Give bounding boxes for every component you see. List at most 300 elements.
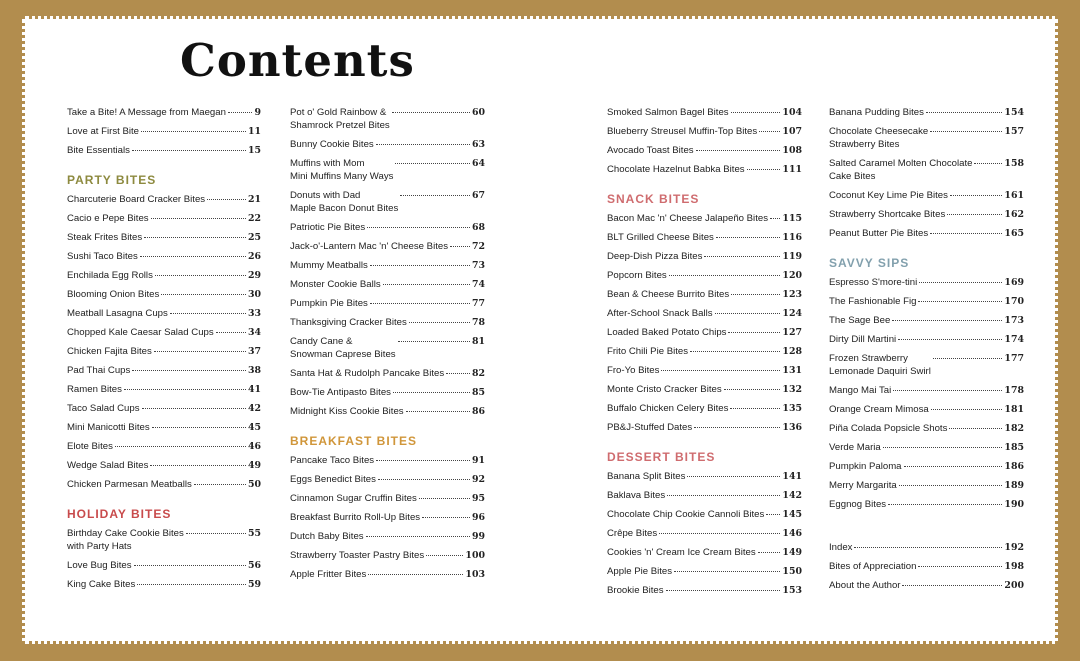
dot-leader — [766, 514, 780, 515]
entry-title: Bites of Appreciation — [829, 561, 917, 572]
toc-entry[interactable] — [290, 138, 485, 151]
page-number: 182 — [1004, 423, 1024, 434]
page-number: 68 — [471, 222, 485, 233]
page-number: 11 — [247, 126, 261, 137]
toc-entry[interactable] — [67, 402, 261, 415]
dot-leader — [694, 427, 780, 428]
dot-leader — [393, 392, 470, 393]
entry-title: Deep-Dish Pizza Bites — [607, 251, 703, 262]
toc-entry[interactable] — [67, 269, 261, 282]
dot-leader — [731, 112, 781, 113]
page-number: 33 — [247, 308, 261, 319]
toc-entry[interactable] — [829, 106, 1024, 119]
dot-leader — [893, 390, 1002, 391]
entry-title: Buffalo Chicken Celery Bites — [607, 403, 729, 414]
entry-title: Smoked Salmon Bagel Bites — [607, 107, 729, 118]
toc-column-2 — [290, 106, 485, 581]
page-number: 153 — [782, 585, 802, 596]
entry-title: Love Bug Bites — [67, 560, 132, 571]
page-number: 108 — [782, 145, 802, 156]
page-number: 145 — [782, 509, 802, 520]
toc-entry[interactable] — [829, 208, 1024, 221]
page-number: 15 — [247, 145, 261, 156]
toc-column-1 — [67, 106, 261, 591]
dot-leader — [724, 389, 781, 390]
page-number: 136 — [782, 422, 802, 433]
page-number: 67 — [471, 190, 485, 201]
entry-title: BLT Grilled Cheese Bites — [607, 232, 714, 243]
entry-title: Love at First Bite — [67, 126, 139, 137]
toc-entry[interactable] — [607, 326, 802, 339]
page-number: 81 — [471, 336, 485, 347]
entry-title: Steak Frites Bites — [67, 232, 143, 243]
toc-entry[interactable] — [607, 527, 802, 540]
dot-leader — [409, 322, 470, 323]
entry-title: Monte Cristo Cracker Bites — [607, 384, 722, 395]
dot-leader — [974, 163, 1002, 164]
dot-leader — [933, 358, 1003, 359]
entry-title: Frito Chili Pie Bites — [607, 346, 689, 357]
toc-entry[interactable] — [829, 541, 1024, 554]
page-number: 30 — [247, 289, 261, 300]
page-number: 157 — [1004, 126, 1024, 137]
page-number: 74 — [471, 279, 485, 290]
dot-leader — [161, 294, 246, 295]
toc-entry[interactable] — [607, 269, 802, 282]
page-number: 119 — [782, 251, 802, 262]
section-heading: PARTY BITES — [67, 173, 157, 187]
toc-entry[interactable] — [829, 384, 1024, 397]
toc-entry[interactable] — [829, 189, 1024, 202]
dot-leader — [228, 112, 253, 113]
toc-entry[interactable] — [607, 125, 802, 138]
entry-title: Strawberry Shortcake Bites — [829, 209, 946, 220]
entry-title: Baklava Bites — [607, 490, 666, 501]
toc-entry[interactable] — [829, 157, 1024, 183]
dot-leader — [904, 466, 1003, 467]
entry-title: Bite Essentials — [67, 145, 130, 156]
toc-entry[interactable] — [290, 405, 485, 418]
toc-entry[interactable] — [290, 335, 485, 361]
toc-entry[interactable] — [290, 157, 485, 183]
dot-leader — [747, 169, 781, 170]
toc-entry[interactable] — [607, 231, 802, 244]
entry-title: Chocolate Hazelnut Babka Bites — [607, 164, 745, 175]
entry-title: PB&J-Stuffed Dates — [607, 422, 693, 433]
dot-leader — [450, 246, 470, 247]
page-number: 49 — [247, 460, 261, 471]
toc-column-3 — [607, 106, 802, 597]
dot-leader — [931, 409, 1003, 410]
entry-title: Dutch Baby Bites — [290, 531, 364, 542]
toc-entry[interactable] — [67, 440, 261, 453]
toc-entry[interactable] — [607, 364, 802, 377]
page-number: 132 — [782, 384, 802, 395]
page-number: 55 — [247, 528, 261, 539]
toc-column-4 — [829, 106, 1024, 592]
entry-title: Mini Manicotti Bites — [67, 422, 150, 433]
toc-entry[interactable] — [67, 527, 261, 553]
page-number: 22 — [247, 213, 261, 224]
toc-entry[interactable] — [607, 250, 802, 263]
page-number: 120 — [782, 270, 802, 281]
toc-entry[interactable] — [290, 530, 485, 543]
page-number: 64 — [471, 158, 485, 169]
toc-entry[interactable] — [290, 386, 485, 399]
toc-entry[interactable] — [607, 288, 802, 301]
page-number: 37 — [247, 346, 261, 357]
section-heading: SNACK BITES — [607, 192, 700, 206]
toc-entry[interactable] — [829, 227, 1024, 240]
entry-title: Midnight Kiss Cookie Bites — [290, 406, 404, 417]
toc-entry[interactable] — [67, 231, 261, 244]
dot-leader — [728, 332, 780, 333]
toc-entry[interactable] — [67, 307, 261, 320]
entry-title: Breakfast Burrito Roll-Up Bites — [290, 512, 421, 523]
page-number: 123 — [782, 289, 802, 300]
entry-title: Candy Cane & Snowman Caprese Bites — [290, 336, 396, 360]
toc-entry[interactable] — [607, 212, 802, 225]
toc-entry[interactable] — [829, 579, 1024, 592]
dot-leader — [376, 144, 470, 145]
page-number: 41 — [247, 384, 261, 395]
dot-leader — [899, 485, 1003, 486]
toc-entry[interactable] — [829, 441, 1024, 454]
page-number: 99 — [471, 531, 485, 542]
dot-leader — [687, 476, 780, 477]
page-number: 82 — [471, 368, 485, 379]
page-number: 185 — [1004, 442, 1024, 453]
dot-leader — [758, 552, 781, 553]
dot-leader — [690, 351, 780, 352]
dot-leader — [194, 484, 246, 485]
dot-leader — [216, 332, 246, 333]
entry-title: Meatball Lasagna Cups — [67, 308, 168, 319]
dot-leader — [186, 533, 246, 534]
contents-page — [22, 16, 1058, 644]
entry-title: Peanut Butter Pie Bites — [829, 228, 929, 239]
entry-title: Piña Colada Popsicle Shots — [829, 423, 948, 434]
entry-title: Crêpe Bites — [607, 528, 658, 539]
entry-title: Apple Pie Bites — [607, 566, 673, 577]
dot-leader — [207, 199, 246, 200]
dot-leader — [141, 131, 246, 132]
dot-leader — [659, 533, 780, 534]
entry-title: Blueberry Streusel Muffin-Top Bites — [607, 126, 758, 137]
entry-title: Muffins with Mom Mini Muffins Many Ways — [290, 158, 394, 182]
dot-leader — [406, 411, 470, 412]
page-number: 111 — [782, 164, 802, 175]
toc-entry[interactable] — [607, 489, 802, 502]
entry-title: Chocolate Chip Cookie Cannoli Bites — [607, 509, 765, 520]
page-number: 29 — [247, 270, 261, 281]
entry-title: The Sage Bee — [829, 315, 891, 326]
toc-entry[interactable] — [290, 367, 485, 380]
entry-title: Chicken Fajita Bites — [67, 346, 152, 357]
toc-entry[interactable] — [67, 288, 261, 301]
entry-title: Mango Mai Tai — [829, 385, 892, 396]
entry-title: Fro-Yo Bites — [607, 365, 660, 376]
dot-leader — [730, 408, 780, 409]
toc-entry[interactable] — [67, 193, 261, 206]
entry-title: Index — [829, 542, 853, 553]
entry-title: Donuts with Dad Maple Bacon Donut Bites — [290, 190, 399, 214]
page-number: 91 — [471, 455, 485, 466]
entry-title: Pad Thai Cups — [67, 365, 131, 376]
dot-leader — [422, 517, 470, 518]
toc-entry[interactable] — [290, 278, 485, 291]
entry-title: Loaded Baked Potato Chips — [607, 327, 727, 338]
section-heading: SAVVY SIPS — [829, 256, 910, 270]
page-number: 177 — [1004, 353, 1024, 364]
dot-leader — [947, 214, 1002, 215]
toc-entry[interactable] — [67, 144, 261, 157]
toc-entry[interactable] — [67, 421, 261, 434]
page-number: 165 — [1004, 228, 1024, 239]
dot-leader — [674, 571, 780, 572]
toc-entry[interactable] — [290, 492, 485, 505]
dot-leader — [124, 389, 246, 390]
page-number: 60 — [471, 107, 485, 118]
toc-entry[interactable] — [829, 125, 1024, 151]
toc-entry[interactable] — [607, 345, 802, 358]
dot-leader — [854, 547, 1002, 548]
entry-title: Jack-o'-Lantern Mac 'n' Cheese Bites — [290, 241, 449, 252]
dot-leader — [370, 303, 470, 304]
entry-title: Bow-Tie Antipasto Bites — [290, 387, 391, 398]
dot-leader — [930, 131, 1002, 132]
toc-entry[interactable] — [67, 364, 261, 377]
dot-leader — [395, 163, 470, 164]
toc-entry[interactable] — [290, 316, 485, 329]
page-number: 96 — [471, 512, 485, 523]
page-number: 45 — [247, 422, 261, 433]
section-heading: HOLIDAY BITES — [67, 507, 172, 521]
dot-leader — [926, 112, 1002, 113]
entry-title: Espresso S'more-tini — [829, 277, 918, 288]
toc-entry[interactable] — [829, 276, 1024, 289]
dot-leader — [155, 275, 246, 276]
section-heading: BREAKFAST BITES — [290, 434, 418, 448]
page-number: 200 — [1004, 580, 1024, 591]
toc-entry[interactable] — [290, 454, 485, 467]
dot-leader — [902, 585, 1002, 586]
page-number: 141 — [782, 471, 802, 482]
page-number: 46 — [247, 441, 261, 452]
page-number: 34 — [247, 327, 261, 338]
toc-entry[interactable] — [607, 584, 802, 597]
toc-entry[interactable] — [67, 345, 261, 358]
toc-entry[interactable] — [67, 459, 261, 472]
toc-entry[interactable] — [67, 250, 261, 263]
page-number: 86 — [471, 406, 485, 417]
entry-title: Pumpkin Paloma — [829, 461, 902, 472]
toc-entry[interactable] — [829, 352, 1024, 378]
dot-leader — [150, 465, 246, 466]
toc-entry[interactable] — [829, 498, 1024, 511]
dot-leader — [152, 427, 246, 428]
entry-title: Pancake Taco Bites — [290, 455, 375, 466]
entry-title: Brookie Bites — [607, 585, 664, 596]
toc-entry[interactable] — [829, 333, 1024, 346]
dot-leader — [366, 536, 470, 537]
dot-leader — [419, 498, 470, 499]
dot-leader — [426, 555, 463, 556]
toc-entry[interactable] — [290, 259, 485, 272]
toc-entry[interactable] — [607, 470, 802, 483]
dot-leader — [132, 150, 246, 151]
entry-title: Coconut Key Lime Pie Bites — [829, 190, 948, 201]
page-number: 42 — [247, 403, 261, 414]
toc-entry[interactable] — [829, 422, 1024, 435]
toc-entry[interactable] — [607, 546, 802, 559]
page-number: 128 — [782, 346, 802, 357]
entry-title: Thanksgiving Cracker Bites — [290, 317, 407, 328]
dot-leader — [400, 195, 470, 196]
toc-entry[interactable] — [829, 295, 1024, 308]
page-number: 21 — [247, 194, 261, 205]
dot-leader — [759, 131, 780, 132]
entry-title: Apple Fritter Bites — [290, 569, 367, 580]
toc-entry[interactable] — [290, 240, 485, 253]
dot-leader — [888, 504, 1002, 505]
page-number: 59 — [247, 579, 261, 590]
entry-title: Chocolate Cheesecake Strawberry Bites — [829, 126, 929, 150]
dot-leader — [731, 294, 780, 295]
toc-entry[interactable] — [67, 578, 261, 591]
entry-title: After-School Snack Balls — [607, 308, 713, 319]
page-number: 100 — [465, 550, 485, 561]
toc-entry[interactable] — [67, 559, 261, 572]
page-number: 170 — [1004, 296, 1024, 307]
toc-entry[interactable] — [67, 106, 261, 119]
toc-entry[interactable] — [829, 314, 1024, 327]
entry-title: Bunny Cookie Bites — [290, 139, 374, 150]
toc-entry[interactable] — [290, 549, 485, 562]
toc-entry[interactable] — [67, 212, 261, 225]
dot-leader — [930, 233, 1002, 234]
page-number: 169 — [1004, 277, 1024, 288]
dot-leader — [883, 447, 1003, 448]
page-number: 95 — [471, 493, 485, 504]
entry-title: Merry Margarita — [829, 480, 897, 491]
toc-entry[interactable] — [290, 511, 485, 524]
dot-leader — [142, 408, 246, 409]
page-number: 92 — [471, 474, 485, 485]
toc-entry[interactable] — [290, 221, 485, 234]
page-number: 103 — [465, 569, 485, 580]
toc-entry[interactable] — [607, 508, 802, 521]
toc-entry[interactable] — [607, 565, 802, 578]
page-number: 26 — [247, 251, 261, 262]
dot-leader — [949, 428, 1002, 429]
page-number: 107 — [782, 126, 802, 137]
toc-entry[interactable] — [829, 479, 1024, 492]
dot-leader — [898, 339, 1002, 340]
dot-leader — [137, 584, 246, 585]
toc-entry[interactable] — [290, 568, 485, 581]
entry-title: Eggs Benedict Bites — [290, 474, 376, 485]
entry-title: Cacio e Pepe Bites — [67, 213, 149, 224]
entry-title: Cookies 'n' Cream Ice Cream Bites — [607, 547, 756, 558]
toc-entry[interactable] — [290, 473, 485, 486]
entry-title: Bean & Cheese Burrito Bites — [607, 289, 730, 300]
toc-entry[interactable] — [67, 383, 261, 396]
entry-title: Orange Cream Mimosa — [829, 404, 929, 415]
page-number: 124 — [782, 308, 802, 319]
toc-entry[interactable] — [607, 421, 802, 434]
toc-entry[interactable] — [290, 189, 485, 215]
page-number: 9 — [254, 107, 261, 118]
section-heading: DESSERT BITES — [607, 450, 716, 464]
dot-leader — [716, 237, 781, 238]
toc-entry[interactable] — [607, 106, 802, 119]
entry-title: Elote Bites — [67, 441, 113, 452]
dot-leader — [918, 566, 1002, 567]
dot-leader — [661, 370, 780, 371]
dot-leader — [370, 265, 470, 266]
page-number: 149 — [782, 547, 802, 558]
page-number: 104 — [782, 107, 802, 118]
entry-title: Banana Pudding Bites — [829, 107, 924, 118]
page-number: 173 — [1004, 315, 1024, 326]
toc-entry[interactable] — [607, 144, 802, 157]
page-number: 85 — [471, 387, 485, 398]
entry-title: The Fashionable Fig — [829, 296, 917, 307]
toc-entry[interactable] — [607, 163, 802, 176]
toc-entry[interactable] — [67, 326, 261, 339]
entry-title: Mummy Meatballs — [290, 260, 368, 271]
toc-entry[interactable] — [290, 297, 485, 310]
dot-leader — [378, 479, 470, 480]
dot-leader — [715, 313, 781, 314]
page-number: 158 — [1004, 158, 1024, 169]
toc-entry[interactable] — [607, 383, 802, 396]
dot-leader — [392, 112, 470, 113]
entry-title: Pot o' Gold Rainbow & Shamrock Pretzel Bites — [290, 107, 390, 131]
toc-entry[interactable] — [829, 460, 1024, 473]
page-number: 142 — [782, 490, 802, 501]
page-number: 146 — [782, 528, 802, 539]
toc-entry[interactable] — [607, 307, 802, 320]
toc-entry[interactable] — [67, 478, 261, 491]
toc-entry[interactable] — [829, 403, 1024, 416]
page-number: 186 — [1004, 461, 1024, 472]
toc-entry[interactable] — [829, 560, 1024, 573]
dot-leader — [367, 227, 470, 228]
page-number: 78 — [471, 317, 485, 328]
toc-entry[interactable] — [290, 106, 485, 132]
toc-entry[interactable] — [67, 125, 261, 138]
dot-leader — [770, 218, 780, 219]
dot-leader — [383, 284, 470, 285]
entry-title: Monster Cookie Balls — [290, 279, 381, 290]
entry-title: Take a Bite! A Message from Maegan — [67, 107, 226, 118]
page-number: 135 — [782, 403, 802, 414]
page-number: 181 — [1004, 404, 1024, 415]
toc-entry[interactable] — [607, 402, 802, 415]
entry-title: Blooming Onion Bites — [67, 289, 160, 300]
dot-leader — [144, 237, 246, 238]
entry-title: Verde Maria — [829, 442, 881, 453]
entry-title: Bacon Mac 'n' Cheese Jalapeño Bites — [607, 213, 768, 224]
dot-leader — [376, 460, 470, 461]
entry-title: Taco Salad Cups — [67, 403, 140, 414]
entry-title: Santa Hat & Rudolph Pancake Bites — [290, 368, 445, 379]
dot-leader — [919, 282, 1002, 283]
entry-title: Eggnog Bites — [829, 499, 887, 510]
dot-leader — [154, 351, 246, 352]
